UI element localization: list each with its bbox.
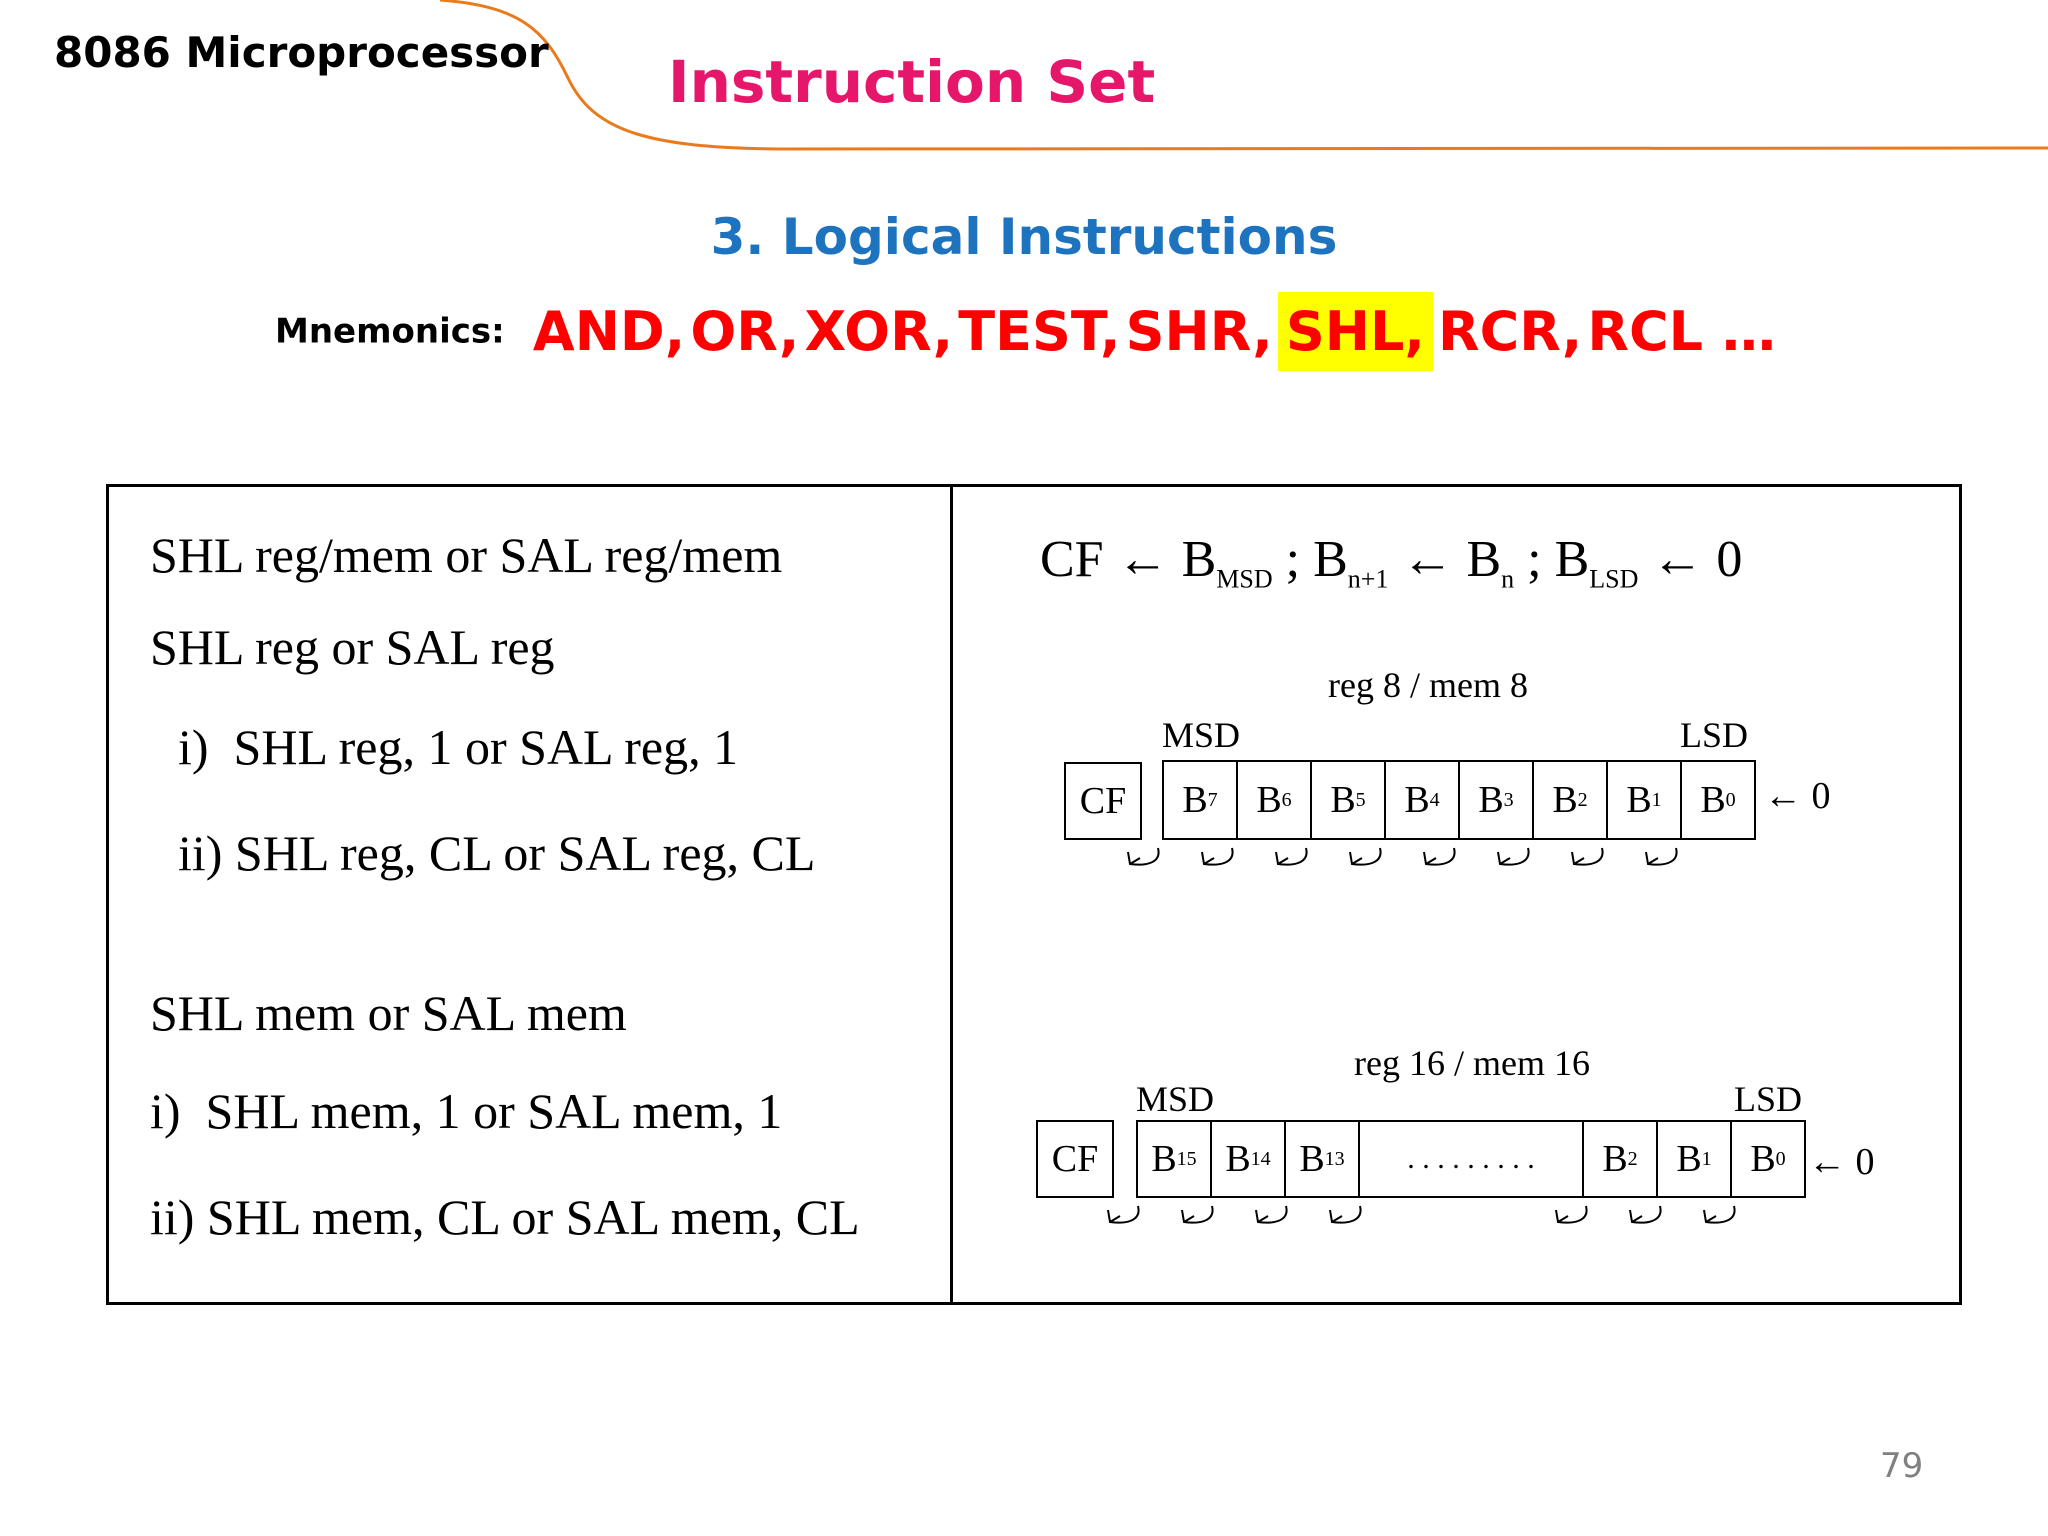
mnemonics-row (275, 300, 1776, 363)
diagram8-bit-cell-4-index: 4 (1429, 788, 1440, 811)
diagram16-bit-cell-1-letter: B (1676, 1138, 1702, 1180)
syntax-line-1: SHL reg/mem or SAL reg/mem (150, 527, 783, 583)
formula-b-n: B (1466, 531, 1502, 588)
diagram16-bit-cell-15 (1136, 1120, 1212, 1198)
diagram16-bit-cell-14 (1210, 1120, 1286, 1198)
page-number: 79 (1880, 1446, 1924, 1486)
formula-msd-sub: MSD (1216, 564, 1273, 594)
formula-cf: CF (1040, 531, 1104, 588)
syntax-line-6: i) SHL mem, 1 or SAL mem, 1 (150, 1083, 783, 1139)
mnemonic-shl-highlighted: SHL, (1278, 292, 1433, 371)
diagram8-bit-cell-7-letter: B (1182, 779, 1208, 821)
syntax-line-5: SHL mem or SAL mem (150, 985, 627, 1041)
mnemonic-or: OR, (690, 300, 800, 363)
shl-formula (1040, 530, 1742, 594)
diagram8-bit-cell-2 (1532, 760, 1608, 840)
diagram16-cf-cell: CF (1036, 1120, 1114, 1198)
diagram8-curl-arrow-3 (1350, 848, 1381, 865)
mnemonic-xor: XOR, (804, 300, 954, 363)
mnemonic-rcl: RCL … (1587, 300, 1776, 363)
diagram16-bit-cell-2-index: 2 (1627, 1147, 1638, 1170)
header-brand: 8086 Microprocessor (54, 28, 549, 77)
formula-zero: 0 (1716, 531, 1743, 588)
diagram8-curl-arrow-7 (1646, 848, 1677, 865)
diagram16-curl-arrow-5 (1630, 1206, 1661, 1223)
diagram16-bit-cell-13-letter: B (1299, 1138, 1325, 1180)
diagram8-curl-arrow-4 (1424, 848, 1455, 865)
diagram16-curl-arrow-3 (1330, 1206, 1361, 1223)
diagram8-bit-cell-1 (1606, 760, 1682, 840)
diagram16-curl-arrow-0 (1108, 1206, 1139, 1223)
diagram8-caption: reg 8 / mem 8 (1328, 665, 1528, 705)
diagram16-curl-arrow-1 (1182, 1206, 1213, 1223)
diagram8-bit-cell-0 (1680, 760, 1756, 840)
formula-n1-sub: n+1 (1347, 564, 1389, 594)
diagram8-bit-cell-3-letter: B (1478, 779, 1504, 821)
formula-n-sub: n (1501, 564, 1515, 594)
diagram16-bit-cell-15-index: 15 (1176, 1147, 1197, 1170)
table-divider (950, 484, 953, 1305)
diagram8-curl-arrow-0 (1128, 848, 1159, 865)
mnemonics-label: Mnemonics: (275, 311, 505, 352)
mnemonic-test: TEST, (958, 300, 1121, 363)
formula-b-msd: B (1181, 531, 1217, 588)
formula-arrow-3: ← (1651, 531, 1704, 588)
formula-arrow-2: ← (1401, 531, 1454, 588)
diagram16-bit-cell-1-index: 1 (1701, 1147, 1712, 1170)
diagram8-bit-cell-4 (1384, 760, 1460, 840)
mnemonic-shr: SHR, (1125, 300, 1273, 363)
diagram8-bit-cell-1-letter: B (1626, 779, 1652, 821)
diagram8-bit-cell-0-letter: B (1700, 779, 1726, 821)
diagram16-bit-cell-1 (1656, 1120, 1732, 1198)
diagram8-curl-arrow-1 (1202, 848, 1233, 865)
diagram8-bit-cell-4-letter: B (1404, 779, 1430, 821)
diagram8-bit-cell-7 (1162, 760, 1238, 840)
formula-b-lsd: B (1554, 531, 1590, 588)
diagram16-msd-label: MSD (1136, 1079, 1215, 1119)
mnemonic-and: AND, (532, 300, 686, 363)
diagram16-curl-arrow-2 (1256, 1206, 1287, 1223)
formula-lsd-sub: LSD (1589, 564, 1639, 594)
diagram16-bit-cell-2 (1582, 1120, 1658, 1198)
formula-sep-2: ; (1527, 531, 1542, 588)
diagram8-bit-cell-6-index: 6 (1281, 788, 1292, 811)
diagram8-cf-cell: CF (1064, 762, 1142, 840)
diagram8-bit-cell-2-letter: B (1552, 779, 1578, 821)
syntax-line-4: ii) SHL reg, CL or SAL reg, CL (178, 825, 816, 881)
diagram8-bit-cell-5-letter: B (1330, 779, 1356, 821)
diagram8-curl-arrow-5 (1498, 848, 1529, 865)
diagram16-bit-cell-13 (1284, 1120, 1360, 1198)
diagram16-bit-cell-2-letter: B (1602, 1138, 1628, 1180)
syntax-line-7: ii) SHL mem, CL or SAL mem, CL (150, 1189, 860, 1245)
diagram8-bit-cell-6-letter: B (1256, 779, 1282, 821)
slide-title: Instruction Set (668, 48, 1156, 116)
diagram8-bit-cell-3 (1458, 760, 1534, 840)
diagram16-bit-cell-13-index: 13 (1324, 1147, 1345, 1170)
syntax-line-2: SHL reg or SAL reg (150, 619, 555, 675)
diagram8-shift-arrows (1120, 842, 1720, 882)
diagram16-bit-cell-14-letter: B (1225, 1138, 1251, 1180)
diagram8-bit-cell-0-index: 0 (1725, 788, 1736, 811)
formula-b-n1: B (1313, 531, 1348, 588)
diagram16-bit-cell-14-index: 14 (1250, 1147, 1271, 1170)
diagram8-lsd-label: LSD (1680, 715, 1749, 755)
diagram16-bit-cell-15-letter: B (1151, 1138, 1177, 1180)
section-heading: 3. Logical Instructions (710, 208, 1338, 266)
diagram16-bit-cell-0 (1730, 1120, 1806, 1198)
formula-arrow-1: ← (1116, 531, 1169, 588)
diagram8-bit-cell-1-index: 1 (1651, 788, 1662, 811)
diagram16-curl-arrow-6 (1704, 1206, 1735, 1223)
diagram8-curl-arrow-6 (1572, 848, 1603, 865)
diagram16-curl-arrow-4 (1556, 1206, 1587, 1223)
diagram8-msd-label: MSD (1162, 715, 1241, 755)
formula-sep-1: ; (1285, 531, 1301, 588)
mnemonic-rcr: RCR, (1438, 300, 1583, 363)
diagram16-bit-cell-0-letter: B (1750, 1138, 1776, 1180)
diagram8-curl-arrow-2 (1276, 848, 1307, 865)
diagram8-bit-cell-7-index: 7 (1207, 788, 1218, 811)
diagram8-bit-cell-6 (1236, 760, 1312, 840)
diagram16-input-zero: ← 0 (1808, 1141, 1875, 1183)
diagram8-bit-cell-5 (1310, 760, 1386, 840)
diagram8-bit-cell-2-index: 2 (1577, 788, 1588, 811)
syntax-line-3: i) SHL reg, 1 or SAL reg, 1 (178, 719, 739, 775)
diagram8-bit-cell-5-index: 5 (1355, 788, 1366, 811)
diagram16-shift-arrows (1100, 1200, 1780, 1240)
diagram16-dots: . . . . . . . . . (1358, 1120, 1584, 1198)
diagram16-bit-cell-0-index: 0 (1775, 1147, 1786, 1170)
diagram16-lsd-label: LSD (1734, 1079, 1803, 1119)
diagram16-caption: reg 16 / mem 16 (1354, 1043, 1590, 1083)
diagram8-bit-cell-3-index: 3 (1503, 788, 1514, 811)
diagram8-input-zero: ← 0 (1764, 775, 1831, 817)
